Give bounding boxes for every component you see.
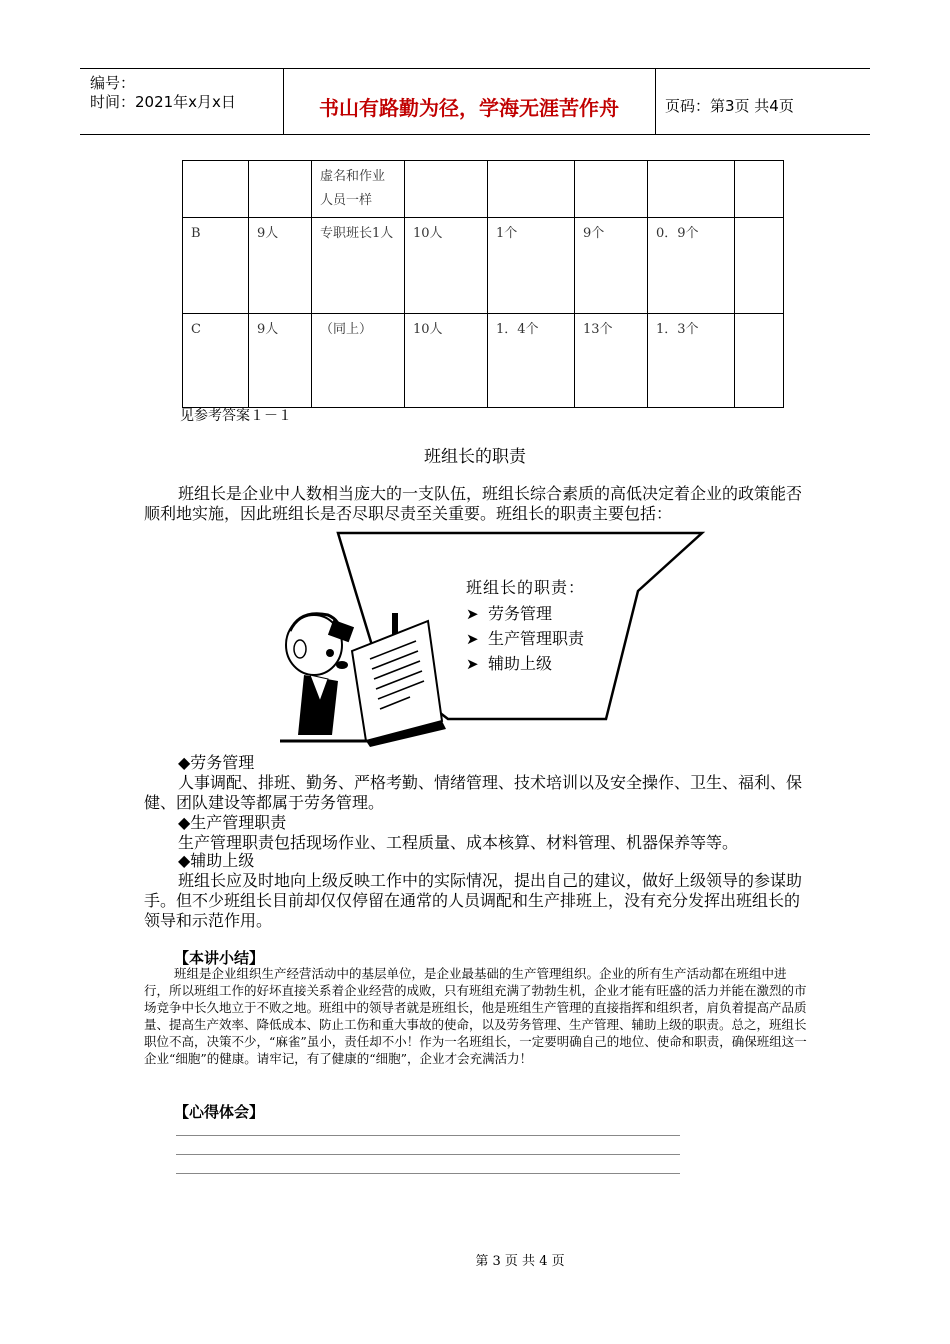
table-cell: 9个 [575, 218, 648, 314]
duty-heading: ◆劳务管理 [178, 753, 255, 772]
header-divider [655, 68, 656, 134]
table-cell [575, 161, 648, 218]
header-motto: 书山有路勤为径，学海无涯苦作舟 [319, 96, 619, 120]
duty-text: 人事调配、排班、勤务、严格考勤、情绪管理、技术培训以及安全操作、卫生、福利、保健、团队建设等都属于劳务管理。 [144, 773, 803, 812]
table-cell: 虚名和作业人员一样 [312, 161, 405, 218]
figure-item: 劳务管理 [488, 604, 553, 623]
table-cell: 1．4个 [488, 314, 575, 408]
summary-text: 班组是企业组织生产经营活动中的基层单位，是企业最基础的生产管理组织。企业的所有生产活动都在班组中进行，所以班组工作的好坏直接关系着企业经营的成败，只有班组充满了勃勃生机，企业才能有旺盛的活力并能在激烈的市场竞争中长久地立于不败之地。班组中的领导者就是班组长，他是班组生产管理的直接指挥和组织者，肩负着提高产品质量、提高生产效率、降低成本、防止工伤和重大事故的使命，以及劳务管理、生产管理、辅助上级的职责。总之，班组长职位不高，决策不少，“麻雀”虽小，责任却不小！作为一名班组长，一定要明确自己的地位、使命和职责，确保班组这一企业“细胞”的健康。请牢记，有了健康的“细胞”，企业才会充满活力！ [144, 966, 807, 1066]
document-date-label: 时间：2021年x月x日 [90, 93, 236, 111]
table-cell [735, 218, 784, 314]
table-cell: 0．9个 [648, 218, 735, 314]
duties-illustration [270, 525, 710, 755]
table-cell [648, 161, 735, 218]
figure-item: 生产管理职责 [488, 629, 585, 648]
table-row [183, 218, 784, 314]
header-bottom-rule [80, 134, 870, 135]
table-cell: 专职班长1人 [312, 218, 405, 314]
figure-item: 辅助上级 [488, 654, 553, 673]
table-cell: 1．3个 [648, 314, 735, 408]
table-cell [488, 161, 575, 218]
writing-line [176, 1154, 680, 1155]
table-cell: B [183, 218, 249, 314]
table-cell [405, 161, 488, 218]
header-top-rule [80, 68, 870, 69]
table-cell [249, 161, 312, 218]
duty-heading: ◆生产管理职责 [178, 813, 287, 832]
table-row [183, 161, 784, 218]
duty-text: 班组长应及时地向上级反映工作中的实际情况，提出自己的建议，做好上级领导的参谋助手。但不少班组长目前却仅仅停留在通常的人员调配和生产排班上，没有充分发挥出班组长的领导和示范作用。 [144, 871, 803, 930]
reflection-title: 【心得体会】 [174, 1103, 265, 1121]
intro-paragraph: 班组长是企业中人数相当庞大的一支队伍，班组长综合素质的高低决定着企业的政策能否顺利地实施，因此班组长是否尽职尽责至关重要。班组长的职责主要包括： [144, 484, 803, 523]
table-cell: C [183, 314, 249, 408]
figure-title: 班组长的职责： [466, 578, 586, 597]
writing-line [176, 1173, 680, 1174]
header-page-info: 页码：第3页 共4页 [665, 97, 794, 115]
writing-line [176, 1135, 680, 1136]
table-cell [735, 314, 784, 408]
document-number-label: 编号： [90, 74, 136, 92]
table-cell: 9人 [249, 314, 312, 408]
see-answer-note: 见参考答案１－１ [180, 408, 292, 424]
table-cell: 13个 [575, 314, 648, 408]
section-title: 班组长的职责 [424, 447, 526, 467]
table-cell: 10人 [405, 218, 488, 314]
table-cell [183, 161, 249, 218]
table-cell: 10人 [405, 314, 488, 408]
table-cell: （同上） [312, 314, 405, 408]
duty-text: 生产管理职责包括现场作业、工程质量、成本核算、材料管理、机器保养等等。 [178, 833, 739, 852]
arrow-icon: ➤ [466, 630, 479, 648]
duty-heading: ◆辅助上级 [178, 851, 255, 870]
page-footer: 第 3 页 共 4 页 [475, 1254, 565, 1269]
arrow-icon: ➤ [466, 655, 479, 673]
table-cell: 9人 [249, 218, 312, 314]
data-table [182, 160, 784, 408]
table-cell: 1个 [488, 218, 575, 314]
table-row [183, 314, 784, 408]
table-cell [735, 161, 784, 218]
arrow-icon: ➤ [466, 605, 479, 623]
summary-title: 【本讲小结】 [174, 949, 265, 967]
